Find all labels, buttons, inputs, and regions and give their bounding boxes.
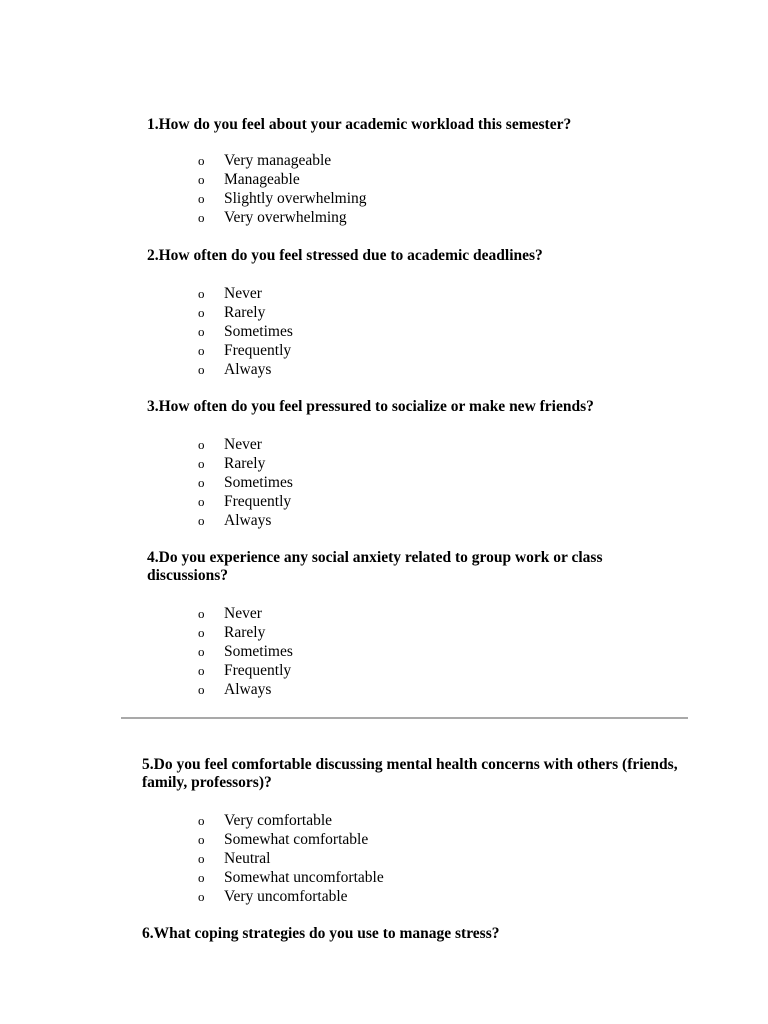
- option-label: Rarely: [224, 624, 266, 641]
- question-2: 2.How often do you feel stressed due to academic deadlines?: [147, 247, 543, 264]
- bullet-icon: o: [198, 644, 205, 659]
- section-divider: [121, 717, 688, 719]
- option-label: Never: [224, 605, 262, 622]
- bullet-icon: o: [198, 475, 205, 490]
- bullet-icon: o: [198, 362, 205, 377]
- option-label: Somewhat uncomfortable: [224, 869, 384, 886]
- option-label: Rarely: [224, 455, 266, 472]
- bullet-icon: o: [198, 324, 205, 339]
- bullet-icon: o: [198, 343, 205, 358]
- bullet-icon: o: [198, 286, 205, 301]
- bullet-icon: o: [198, 606, 205, 621]
- bullet-icon: o: [198, 456, 205, 471]
- question-6: 6.What coping strategies do you use to manage stress?: [142, 925, 500, 942]
- option-label: Slightly overwhelming: [224, 190, 367, 207]
- option-label: Very uncomfortable: [224, 888, 348, 905]
- option-label: Very manageable: [224, 152, 332, 169]
- option-label: Very overwhelming: [224, 209, 347, 226]
- bullet-icon: o: [198, 513, 205, 528]
- question-4: 4.Do you experience any social anxiety related to group work or class discussions?: [147, 549, 603, 584]
- option-label: Always: [224, 681, 272, 698]
- question-1: 1.How do you feel about your academic workload this semester?: [147, 116, 572, 133]
- bullet-icon: o: [198, 625, 205, 640]
- option-label: Always: [224, 361, 272, 378]
- bullet-icon: o: [198, 305, 205, 320]
- option-label: Frequently: [224, 662, 292, 679]
- bullet-icon: o: [198, 153, 205, 168]
- option-label: Somewhat comfortable: [224, 831, 369, 848]
- option-label: Rarely: [224, 304, 266, 321]
- option-label: Sometimes: [224, 643, 293, 660]
- option-label: Very comfortable: [224, 812, 333, 829]
- bullet-icon: o: [198, 813, 205, 828]
- bullet-icon: o: [198, 889, 205, 904]
- question-3: 3.How often do you feel pressured to socialize or make new friends?: [147, 398, 594, 415]
- option-label: Sometimes: [224, 323, 293, 340]
- option-label: Frequently: [224, 342, 292, 359]
- bullet-icon: o: [198, 437, 205, 452]
- bullet-icon: o: [198, 210, 205, 225]
- question-5: 5.Do you feel comfortable discussing mental health concerns with others (friends, family, professors)?: [142, 756, 678, 791]
- bullet-icon: o: [198, 832, 205, 847]
- bullet-icon: o: [198, 191, 205, 206]
- option-label: Manageable: [224, 171, 300, 188]
- bullet-icon: o: [198, 663, 205, 678]
- option-label: Frequently: [224, 493, 292, 510]
- option-label: Never: [224, 436, 262, 453]
- option-label: Never: [224, 285, 262, 302]
- option-label: Sometimes: [224, 474, 293, 491]
- bullet-icon: o: [198, 682, 205, 697]
- option-label: Always: [224, 512, 272, 529]
- bullet-icon: o: [198, 870, 205, 885]
- bullet-icon: o: [198, 494, 205, 509]
- option-label: Neutral: [224, 850, 271, 867]
- bullet-icon: o: [198, 851, 205, 866]
- bullet-icon: o: [198, 172, 205, 187]
